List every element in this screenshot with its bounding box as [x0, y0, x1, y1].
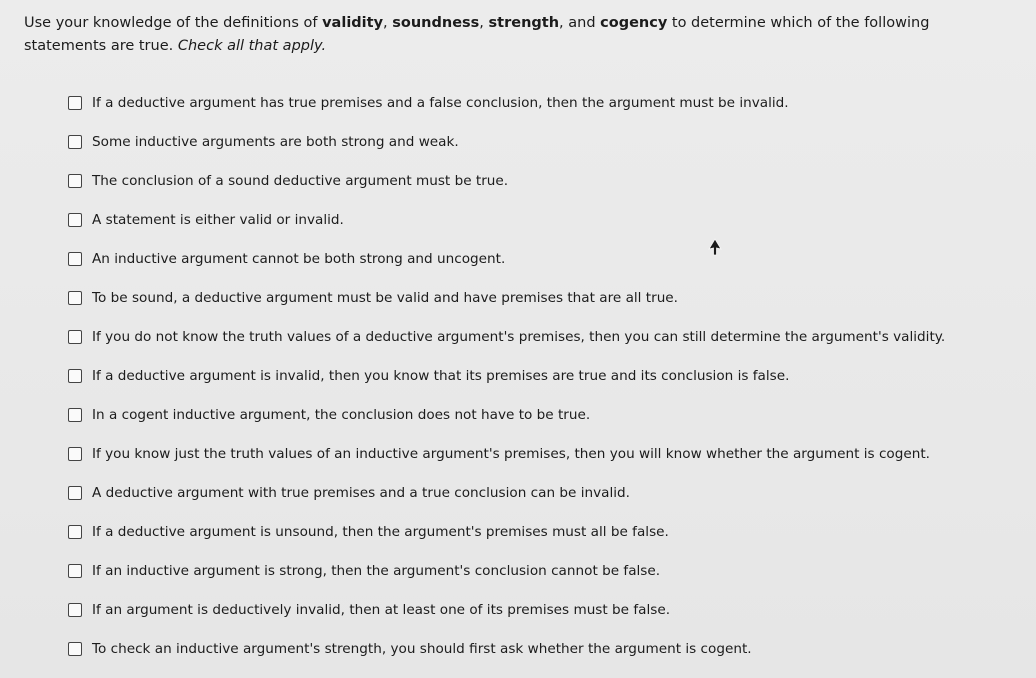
option-label[interactable]: If an argument is deductively invalid, then at least one of its premises must be false.: [92, 601, 671, 618]
option-label[interactable]: If an inductive argument is strong, then the argument's conclusion cannot be false.: [92, 562, 661, 579]
term-soundness: soundness: [392, 15, 480, 31]
answer-option[interactable]: [68, 629, 1018, 668]
checkbox[interactable]: [68, 252, 82, 266]
answer-option[interactable]: [68, 590, 1018, 629]
instructions-text-end: to determine which of the following statements are true.: [24, 15, 930, 54]
answer-option[interactable]: [68, 317, 1018, 356]
checkbox[interactable]: [68, 603, 82, 617]
answer-option[interactable]: [68, 122, 1018, 161]
answer-option[interactable]: [68, 473, 1018, 512]
checkbox[interactable]: [68, 213, 82, 227]
term-validity: validity: [322, 15, 384, 31]
answer-option[interactable]: [68, 200, 1018, 239]
option-label[interactable]: To be sound, a deductive argument must be valid and have premises that are all true.: [92, 289, 678, 306]
term-cogency: cogency: [600, 15, 668, 31]
option-label[interactable]: If you know just the truth values of an inductive argument's premises, then you will know whether the argument is cogent.: [92, 445, 930, 462]
answer-option[interactable]: [68, 161, 1018, 200]
instructions-separator: ,: [479, 15, 489, 31]
option-label[interactable]: A deductive argument with true premises and a true conclusion can be invalid.: [92, 484, 630, 501]
checkbox[interactable]: [68, 330, 82, 344]
option-label[interactable]: A statement is either valid or invalid.: [92, 211, 344, 228]
answer-option[interactable]: [68, 434, 1018, 473]
answer-option[interactable]: [68, 83, 1018, 122]
question-instructions: [24, 12, 1009, 58]
checkbox[interactable]: [68, 135, 82, 149]
checkbox[interactable]: [68, 447, 82, 461]
checkbox[interactable]: [68, 291, 82, 305]
checkbox[interactable]: [68, 174, 82, 188]
answer-option[interactable]: [68, 512, 1018, 551]
answer-option[interactable]: [68, 278, 1018, 317]
instructions-separator: , and: [559, 15, 601, 31]
instructions-separator: ,: [383, 15, 393, 31]
option-label[interactable]: If a deductive argument is invalid, then you know that its premises are true and its conclusion is false.: [92, 367, 790, 384]
answer-option[interactable]: [68, 395, 1018, 434]
option-label[interactable]: An inductive argument cannot be both strong and uncogent.: [92, 250, 506, 267]
answer-options-list: [68, 83, 1018, 668]
checkbox[interactable]: [68, 369, 82, 383]
term-strength: strength: [488, 15, 560, 31]
instructions-text-start: Use your knowledge of the definitions of: [24, 15, 323, 31]
checkbox[interactable]: [68, 564, 82, 578]
option-label[interactable]: If a deductive argument has true premises and a false conclusion, then the argument must be invalid.: [92, 94, 789, 111]
mouse-pointer-icon: [708, 238, 722, 256]
option-label[interactable]: If you do not know the truth values of a deductive argument's premises, then you can still determine the argument's validity.: [92, 328, 946, 345]
answer-option[interactable]: [68, 356, 1018, 395]
checkbox[interactable]: [68, 486, 82, 500]
answer-option[interactable]: [68, 239, 1018, 278]
option-label[interactable]: If a deductive argument is unsound, then the argument's premises must all be false.: [92, 523, 669, 540]
option-label[interactable]: The conclusion of a sound deductive argument must be true.: [92, 172, 509, 189]
checkbox[interactable]: [68, 96, 82, 110]
answer-option[interactable]: [68, 551, 1018, 590]
option-label[interactable]: In a cogent inductive argument, the conclusion does not have to be true.: [92, 406, 591, 423]
checkbox[interactable]: [68, 642, 82, 656]
option-label[interactable]: To check an inductive argument's strength, you should first ask whether the argument is cogent.: [92, 640, 752, 657]
instructions-hint: Check all that apply.: [177, 38, 327, 54]
option-label[interactable]: Some inductive arguments are both strong and weak.: [92, 133, 459, 150]
checkbox[interactable]: [68, 408, 82, 422]
checkbox[interactable]: [68, 525, 82, 539]
